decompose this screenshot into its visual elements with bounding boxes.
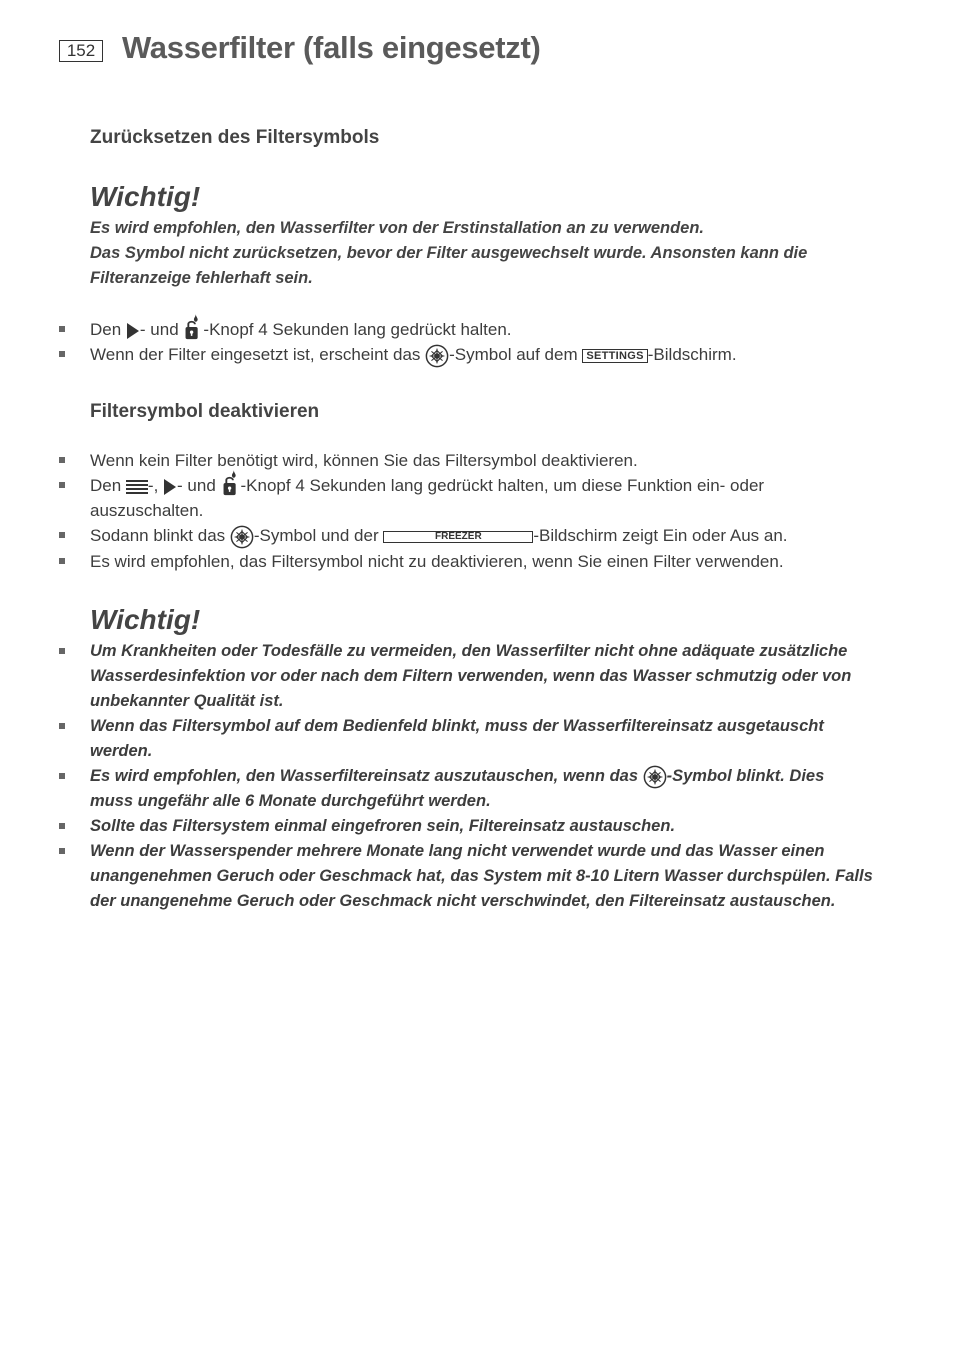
list-item	[90, 473, 900, 523]
settings-screen-label: SETTINGS	[582, 349, 647, 363]
play-icon	[126, 322, 140, 340]
filter-icon	[230, 525, 254, 549]
text: -Symbol und der	[253, 526, 384, 545]
text: -Bildschirm.	[647, 345, 737, 364]
note-line: Das Symbol nicht zurücksetzen, bevor der Filter ausgewechselt wurde. Ansonsten kann die	[90, 244, 808, 262]
section-heading-deactivate-filter-symbol: Filtersymbol deaktivieren	[90, 401, 320, 422]
text: - und	[177, 476, 221, 495]
text: -Knopf 4 Sekunden lang gedrückt halten.	[203, 320, 512, 339]
list-item	[90, 639, 900, 714]
text: Wenn der Wasserspender mehrere Monate lang nicht verwendet wurde und das Wasser einen	[90, 842, 825, 860]
important-list	[90, 639, 900, 914]
list-item	[90, 814, 900, 839]
list-item	[90, 448, 900, 473]
bullet-icon	[59, 457, 65, 463]
important-note	[90, 216, 890, 291]
text: unbekannter Qualität ist.	[90, 692, 284, 710]
text: Sodann blinkt das	[90, 526, 230, 545]
menu-icon	[126, 478, 148, 496]
filter-icon	[425, 344, 449, 368]
text: auszuschalten.	[90, 501, 204, 520]
text: werden.	[90, 742, 153, 760]
bullet-icon	[59, 848, 65, 854]
note-line: Filteranzeige fehlerhaft sein.	[90, 269, 313, 287]
text: -Symbol auf dem	[449, 345, 583, 364]
list-item	[90, 764, 900, 814]
lock-icon	[221, 469, 241, 497]
bullet-icon	[59, 723, 65, 729]
text: Den	[90, 476, 126, 495]
list-item	[90, 549, 900, 574]
text: -Bildschirm zeigt Ein oder Aus an.	[533, 526, 788, 545]
text: Wasserdesinfektion vor oder nach dem Filtern verwenden, wenn das Wasser schmutzig oder von	[90, 667, 852, 685]
text: Wenn kein Filter benötigt wird, können Sie das Filtersymbol deaktivieren.	[90, 451, 638, 470]
note-line: Es wird empfohlen, den Wasserfilter von der Erstinstallation an zu verwenden.	[90, 219, 705, 237]
page-number: 152	[59, 40, 103, 62]
list-item	[90, 839, 900, 914]
text: Es wird empfohlen, das Filtersymbol nicht zu deaktivieren, wenn Sie einen Filter verwenden.	[90, 551, 784, 571]
bullet-icon	[59, 648, 65, 654]
text: Wenn der Filter eingesetzt ist, erscheint das	[90, 345, 426, 364]
important-title: Wichtig!	[90, 604, 201, 635]
bullet-icon	[59, 773, 65, 779]
text: Sollte das Filtersystem einmal eingefroren sein, Filtereinsatz austauschen.	[90, 817, 676, 835]
text: -Knopf 4 Sekunden lang gedrückt halten, um diese Funktion ein- oder	[240, 476, 765, 495]
bullet-icon	[59, 326, 65, 332]
text: muss ungefähr alle 6 Monate durchgeführt werden.	[90, 792, 491, 810]
filter-icon	[643, 765, 667, 789]
list-item	[90, 523, 900, 549]
bullet-icon	[59, 823, 65, 829]
text: Wenn das Filtersymbol auf dem Bedienfeld blinkt, muss der Wasserfiltereinsatz ausgetauscht	[90, 717, 824, 735]
bullet-icon	[59, 532, 65, 538]
bullet-icon	[59, 351, 65, 357]
bullet-icon	[59, 482, 65, 488]
page-title: Wasserfilter (falls eingesetzt)	[122, 30, 541, 65]
deactivate-steps-list	[90, 448, 900, 574]
list-item	[90, 317, 900, 342]
text: -,	[147, 476, 164, 495]
section-heading-reset-filter-symbol: Zurücksetzen des Filtersymbols	[90, 127, 380, 148]
list-item	[90, 714, 900, 764]
text: der unangenehme Geruch oder Geschmack nicht verschwindet, den Filtereinsatz austauschen.	[90, 892, 836, 910]
reset-steps-list	[90, 317, 900, 368]
bullet-icon	[59, 558, 65, 564]
lock-icon	[183, 313, 203, 341]
freezer-screen-label: FREEZER	[383, 531, 533, 543]
text: - und	[139, 320, 184, 339]
text: -Symbol blinkt. Dies	[666, 767, 825, 785]
play-icon	[163, 478, 177, 496]
important-title: Wichtig!	[90, 181, 201, 212]
text: unangenehmen Geruch oder Geschmack hat, das System mit 8-10 Litern Wasser durchspülen. Falls	[90, 867, 873, 885]
list-item	[90, 342, 900, 368]
text: Den	[90, 320, 126, 339]
text: Um Krankheiten oder Todesfälle zu vermeiden, den Wasserfilter nicht ohne adäquate zusätzliche	[90, 642, 848, 660]
text: Es wird empfohlen, den Wasserfiltereinsatz auszutauschen, wenn das	[90, 767, 643, 785]
